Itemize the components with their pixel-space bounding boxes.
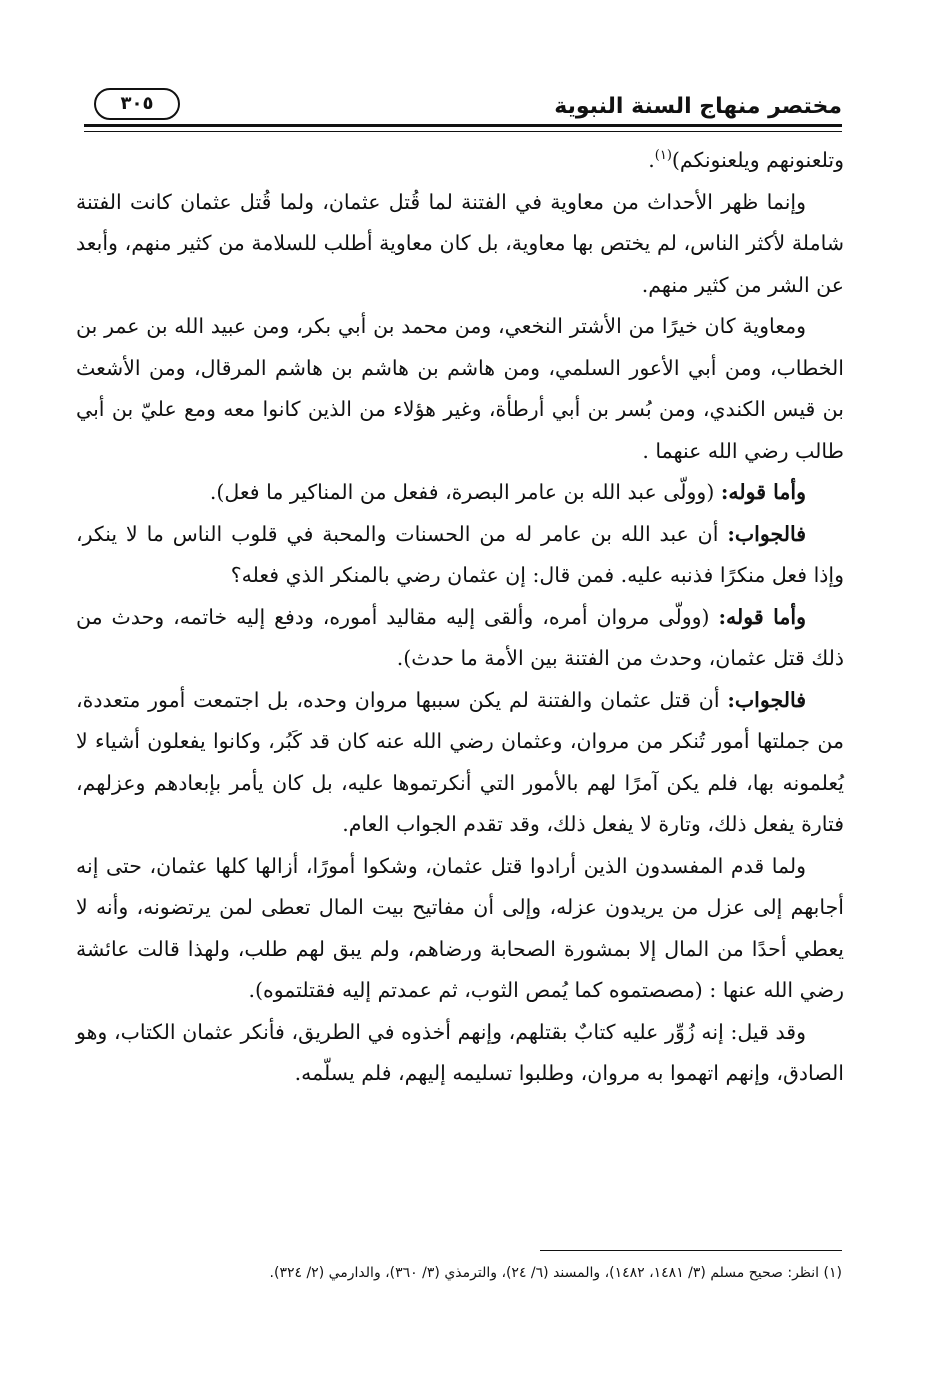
paragraph-text: وتلعنونهم ويلعنونكم) [671,148,844,172]
body-text [76,140,844,1095]
paragraph-9 [76,1012,844,1095]
paragraph-text: أن عبد الله بن عامر له من الحسنات والمحبة في قلوب الناس ما لا ينكر، وإذا فعل منكرًا فذنبه عليه. فمن قال: إن عثمان رضي بالمنكر الذي فعله؟ [76,521,844,587]
paragraph-5 [76,514,844,597]
paragraph-1 [76,140,844,182]
paragraph-2 [76,182,844,307]
paragraph-4 [76,472,844,514]
footnote-rule [540,1250,842,1251]
paragraph-lead: فالجواب: [727,687,806,712]
paragraph-text: (وولّى عبد الله بن عامر البصرة، ففعل من المناكير ما فعل). [209,480,721,504]
header-rule-thin [84,131,842,132]
paragraph-7 [76,680,844,846]
paragraph-6 [76,597,844,680]
paragraph-text: (وولّى مروان أمره، وألقى إليه مقاليد أموره، ودفع إليه خاتمه، وحدث من ذلك قتل عثمان، وحدث من الفتنة بين الأمة ما حدث). [76,604,844,670]
paragraph-lead: فالجواب: [727,521,806,546]
footnote-reference[interactable]: (١) [654,148,672,164]
book-title: مختصر منهاج السنة النبوية [554,94,842,119]
paragraph-text: وإنما ظهر الأحداث من معاوية في الفتنة لما قُتل عثمان، ولما قُتل عثمان كانت الفتنة شاملة لأكثر الناس، لم يختص بها معاوية، بل كان معاوية أطلب للسلامة من كثير منهم، وأبعد عن الشر من كثير منهم. [76,189,844,297]
paragraph-text: ومعاوية كان خيرًا من الأشتر النخعي، ومن محمد بن أبي بكر، ومن عبيد الله بن عمر بن الخطاب، ومن أبي الأعور السلمي، ومن هاشم بن هاشم بن هاشم المرقال، ومن الأشعث بن قيس الكندي، ومن بُسر بن أبي أرطأة، وغير هؤلاء من الذين كانوا معه ومع عليّ بن أبي طالب رضي الله عنهما . [76,314,844,463]
paragraph-text: ولما قدم المفسدون الذين أرادوا قتل عثمان، وشكوا أمورًا، أزالها كلها عثمان، حتى إنه أجابهم إلى عزل من يريدون عزله، وإلى أن مفاتيح بيت المال تعطى لمن يرتضونه، وأنه لا يعطي أحدًا من المال إلا بمشورة الصحابة ورضاهم، ولم يبق لهم طلب، ولهذا قالت عائشة رضي الله عنها : (مصصتموه كما يُمص الثوب، ثم عمدتم إليه فقتلتموه). [76,853,844,1002]
page-number: ٣٠٥ [94,88,180,120]
paragraph-lead: وأما قوله: [720,480,806,504]
paragraph-lead: وأما قوله: [718,604,807,629]
header-rule [84,124,842,127]
footnote: (١) انظر: صحيح مسلم (٣/ ١٤٨١، ١٤٨٢)، والمسند (٦/ ٢٤)، والترمذي (٣/ ٣٦٠)، والدارمي (٢/ ٣٢٤). [269,1265,842,1281]
paragraph-text: وقد قيل: إنه زُوِّر عليه كتابٌ بقتلهم، وإنهم أخذوه في الطريق، فأنكر عثمان الكتاب، وهو الصادق، وإنهم اتهموا به مروان، وطلبوا تسليمه إليهم، فلم يسلّمه. [76,1019,844,1085]
paragraph-text: أن قتل عثمان والفتنة لم يكن سببها مروان وحده، بل اجتمعت أمور متعددة، من جملتها أمور تُنكر من مروان، وعثمان رضي الله عنه كان قد كَبُر، وكانوا يفعلون أشياء لا يُعلمونه بها، فلم يكن آمرًا لهم بالأمور التي أنكرتموها عليه، بل كان يأمر بإبعادهم وعزلهم، فتارة يفعل ذلك، وتارة لا يفعل ذلك، وقد تقدم الجواب العام. [76,687,844,836]
paragraph-tail: . [648,148,655,172]
paragraph-3 [76,306,844,472]
page-header [84,88,842,128]
paragraph-8 [76,846,844,1012]
